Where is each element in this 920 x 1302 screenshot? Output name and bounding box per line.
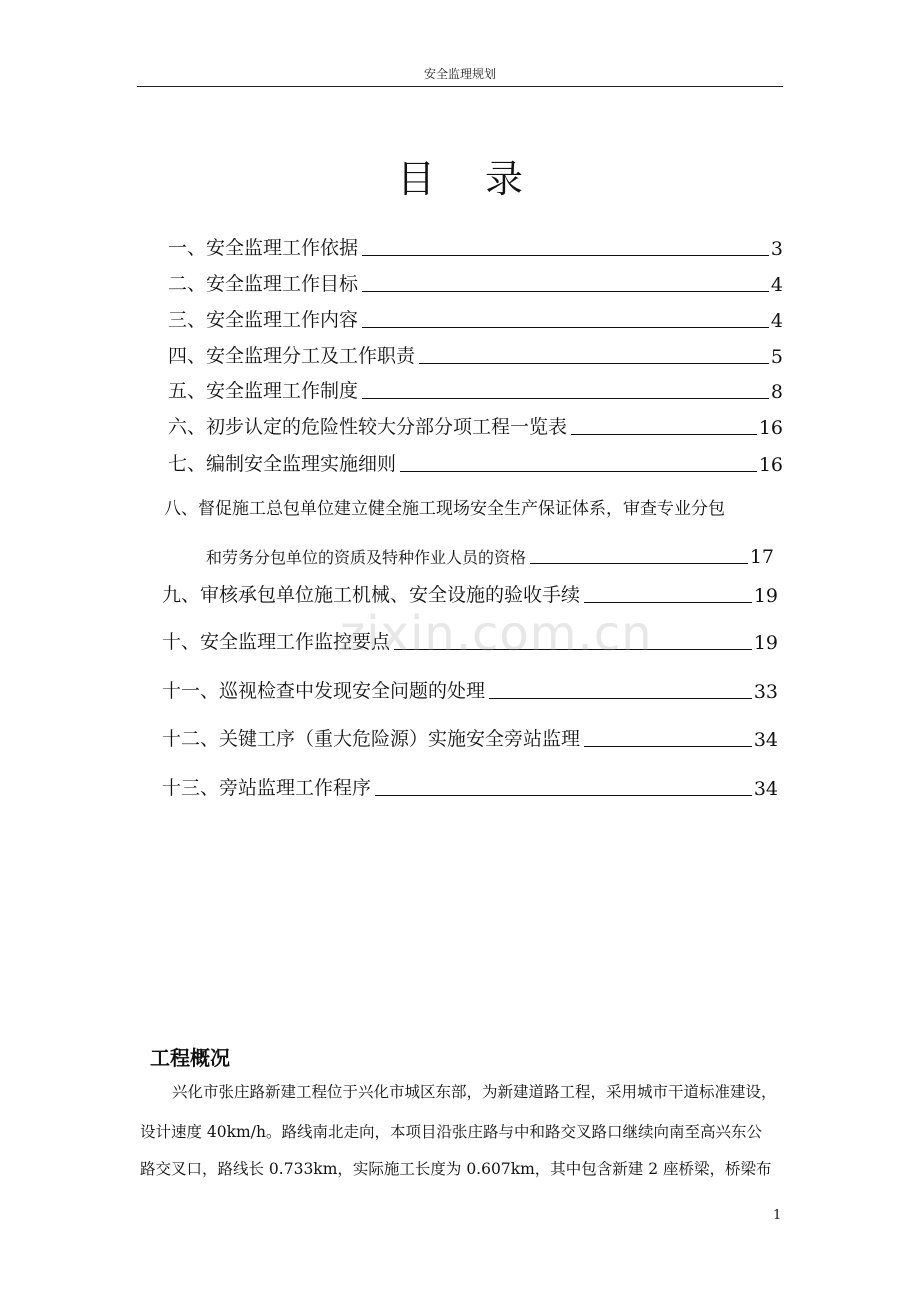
toc-leader <box>571 433 757 435</box>
toc-leader <box>419 362 769 364</box>
toc-entry-label: 三、安全监理工作内容 <box>168 309 359 331</box>
header-rule <box>137 86 783 87</box>
toc-entry[interactable] <box>168 340 783 368</box>
toc-entry-label: 二、安全监理工作目标 <box>168 273 359 295</box>
toc-entry[interactable] <box>168 232 783 260</box>
toc-entry-label: 七、编制安全监理实施细则 <box>168 453 397 475</box>
toc-entry-page: 33 <box>753 681 778 703</box>
toc-entry-page: 8 <box>770 381 783 403</box>
toc-entry-page: 3 <box>770 238 783 260</box>
toc-entry-label: 九、审核承包单位施工机械、安全设施的验收手续 <box>162 584 581 606</box>
toc-entry-page: 19 <box>753 585 778 607</box>
toc-entry[interactable] <box>162 723 778 751</box>
toc-leader <box>375 794 752 796</box>
toc-entry[interactable] <box>168 268 783 296</box>
toc-leader <box>362 254 769 256</box>
toc-entry[interactable] <box>168 304 783 332</box>
toc-entry[interactable] <box>206 540 774 568</box>
paragraph-line: 路交叉口，路线长 0.733km，实际施工长度为 0.607km，其中包含新建 2 座桥梁，桥梁布 <box>140 1160 772 1178</box>
page-number: 1 <box>773 1208 782 1223</box>
page-header: 安全监理规划 <box>423 67 496 81</box>
toc-entry-label: 十、安全监理工作监控要点 <box>162 631 391 653</box>
toc-entry[interactable] <box>168 375 783 403</box>
section-heading: 工程概况 <box>150 1046 230 1070</box>
toc-entry-8-line1[interactable]: 八、督促施工总包单位建立健全施工现场安全生产保证体系，审查专业分包 <box>164 499 725 519</box>
toc-title: 目录 <box>396 157 573 201</box>
toc-leader <box>400 470 757 472</box>
watermark: zixin.com.cn <box>340 606 653 662</box>
toc-entry-page: 34 <box>753 729 778 751</box>
toc-entry[interactable] <box>162 772 778 800</box>
toc-entry-page: 34 <box>753 778 778 800</box>
toc-entry-page: 16 <box>758 454 783 476</box>
toc-leader <box>489 697 752 699</box>
toc-leader <box>584 601 752 603</box>
toc-leader <box>362 397 769 399</box>
toc-entry-label: 十三、旁站监理工作程序 <box>162 777 372 799</box>
toc-entry[interactable] <box>168 411 783 439</box>
toc-entry-page: 4 <box>770 274 783 296</box>
toc-entry-label: 六、初步认定的危险性较大分部分项工程一览表 <box>168 416 568 438</box>
toc-leader <box>362 326 769 328</box>
toc-entry[interactable] <box>168 448 783 476</box>
toc-entry-page: 4 <box>770 310 783 332</box>
toc-entry-label: 四、安全监理分工及工作职责 <box>168 345 416 367</box>
toc-entry-label: 十二、关键工序（重大危险源）实施安全旁站监理 <box>162 728 581 750</box>
toc-leader <box>530 562 748 564</box>
toc-entry-page: 19 <box>753 632 778 654</box>
toc-entry[interactable] <box>162 579 778 607</box>
toc-entry-page: 17 <box>749 546 774 568</box>
toc-entry-label: 五、安全监理工作制度 <box>168 380 359 402</box>
paragraph-line: 兴化市张庄路新建工程位于兴化市城区东部，为新建道路工程，采用城市干道标准建设， <box>172 1083 777 1101</box>
toc-leader <box>584 745 752 747</box>
toc-leader <box>362 290 769 292</box>
toc-entry-page: 16 <box>758 417 783 439</box>
paragraph-line: 设计速度 40km/h。路线南北走向，本项目沿张庄路与中和路交叉路口继续向南至高兴东公 <box>140 1123 762 1141</box>
toc-entry-label: 十一、巡视检查中发现安全问题的处理 <box>162 680 486 702</box>
toc-entry[interactable] <box>162 675 778 703</box>
toc-entry-label: 和劳务分包单位的资质及特种作业人员的资格 <box>206 548 527 567</box>
toc-entry-page: 5 <box>770 346 783 368</box>
toc-entry-label: 一、安全监理工作依据 <box>168 237 359 259</box>
